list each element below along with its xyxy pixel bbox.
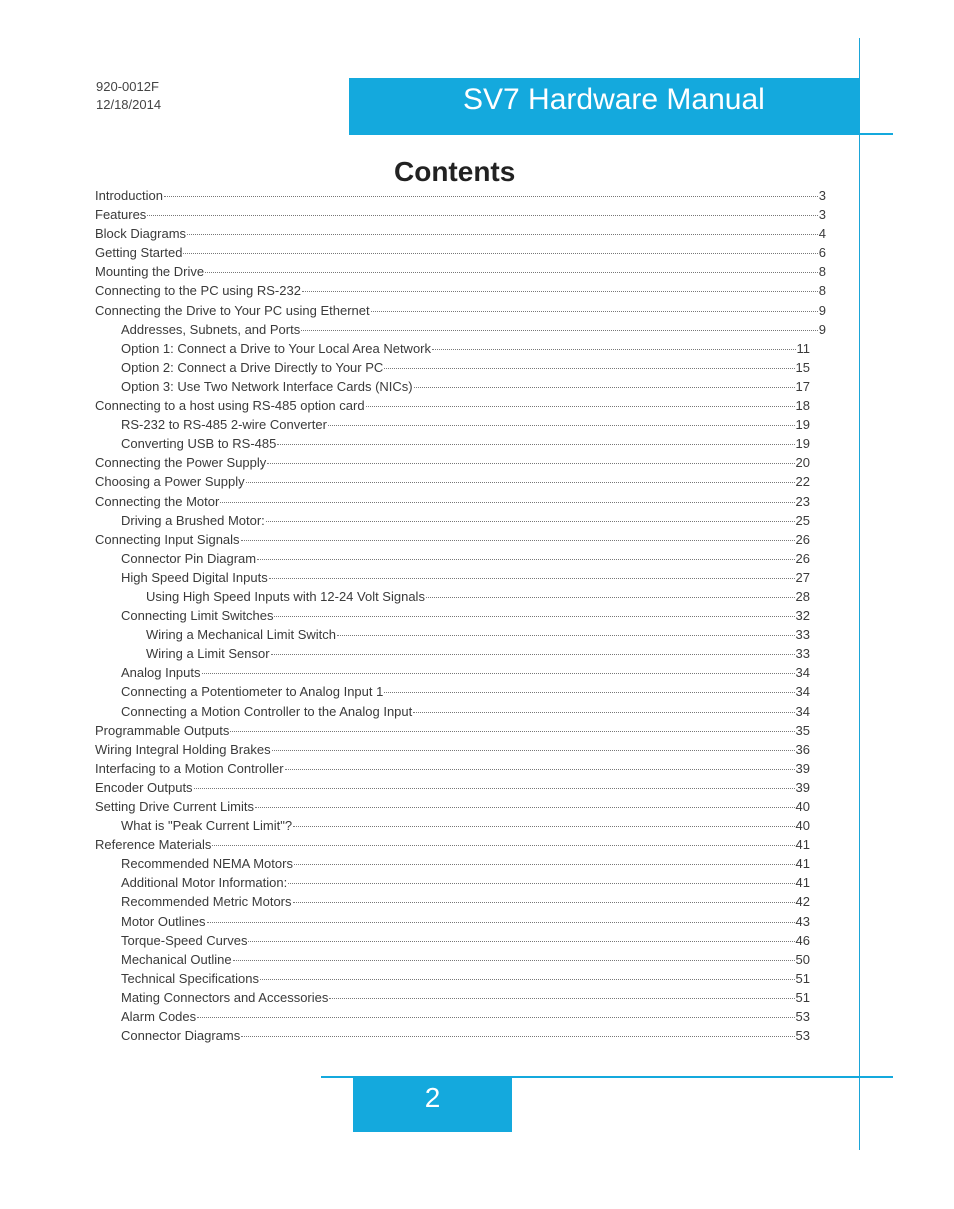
toc-dot-leader xyxy=(302,291,818,292)
document-number: 920-0012F xyxy=(96,79,159,94)
toc-entry-title: Wiring a Mechanical Limit Switch xyxy=(146,627,337,643)
toc-dot-leader xyxy=(207,922,795,923)
toc-entry[interactable] xyxy=(95,1026,810,1045)
toc-entry-page: 46 xyxy=(795,932,810,948)
toc-entry-page: 53 xyxy=(795,1028,810,1044)
toc-dot-leader xyxy=(255,807,795,808)
toc-entry-page: 33 xyxy=(795,627,810,643)
toc-entry-title: Alarm Codes xyxy=(121,1009,197,1025)
document-date: 12/18/2014 xyxy=(96,97,162,112)
toc-entry-page: 11 xyxy=(796,340,810,356)
toc-entry-title: Getting Started xyxy=(95,245,183,261)
toc-dot-leader xyxy=(202,673,795,674)
toc-dot-leader xyxy=(329,998,794,999)
toc-entry-page: 50 xyxy=(795,951,810,967)
toc-entry[interactable] xyxy=(95,377,810,396)
toc-dot-leader xyxy=(269,578,795,579)
table-of-contents xyxy=(95,186,826,1045)
toc-dot-leader xyxy=(277,444,794,445)
toc-entry-page: 36 xyxy=(795,741,810,757)
toc-entry-title: Programmable Outputs xyxy=(95,722,230,738)
toc-entry-page: 3 xyxy=(818,207,826,223)
toc-entry-page: 15 xyxy=(795,359,810,375)
toc-entry[interactable] xyxy=(95,358,810,377)
toc-dot-leader xyxy=(197,1017,794,1018)
toc-entry-title: Block Diagrams xyxy=(95,226,187,242)
toc-entry-page: 9 xyxy=(818,302,826,318)
toc-entry-page: 25 xyxy=(795,512,810,528)
manual-title: SV7 Hardware Manual xyxy=(463,83,765,116)
toc-entry-page: 41 xyxy=(795,837,810,853)
toc-dot-leader xyxy=(246,482,795,483)
toc-entry-page: 43 xyxy=(795,913,810,929)
toc-entry-title: Choosing a Power Supply xyxy=(95,474,245,490)
toc-entry[interactable] xyxy=(95,1007,810,1026)
toc-entry-title: Interfacing to a Motion Controller xyxy=(95,760,284,776)
toc-entry[interactable] xyxy=(95,625,810,644)
toc-entry-page: 51 xyxy=(795,970,810,986)
toc-dot-leader xyxy=(366,406,795,407)
toc-dot-leader xyxy=(272,750,795,751)
toc-entry-page: 6 xyxy=(818,245,826,261)
toc-entry[interactable] xyxy=(95,587,810,606)
toc-entry-title: Connecting a Motion Controller to the Analog Input xyxy=(121,703,413,719)
page-number: 2 xyxy=(424,1082,441,1113)
toc-entry[interactable] xyxy=(95,301,826,320)
toc-entry-title: Additional Motor Information: xyxy=(121,875,288,891)
toc-dot-leader xyxy=(274,616,794,617)
toc-entry[interactable] xyxy=(95,243,826,262)
toc-entry-title: Driving a Brushed Motor: xyxy=(121,512,265,528)
toc-entry-page: 19 xyxy=(795,436,810,452)
toc-entry[interactable] xyxy=(95,969,810,988)
toc-entry-page: 26 xyxy=(795,550,810,566)
toc-entry-title: Option 3: Use Two Network Interface Cards (NICs) xyxy=(121,378,413,394)
toc-dot-leader xyxy=(371,311,818,312)
toc-entry-page: 42 xyxy=(795,894,810,910)
margin-rule xyxy=(859,38,860,1150)
toc-entry[interactable] xyxy=(95,702,810,721)
toc-entry-title: Features xyxy=(95,207,147,223)
toc-dot-leader xyxy=(384,368,794,369)
toc-entry-title: Connecting the Power Supply xyxy=(95,455,267,471)
toc-entry[interactable] xyxy=(95,396,810,415)
toc-entry-page: 26 xyxy=(795,531,810,547)
toc-dot-leader xyxy=(293,826,794,827)
toc-dot-leader xyxy=(241,540,795,541)
toc-entry[interactable] xyxy=(95,511,810,530)
toc-entry[interactable] xyxy=(95,892,810,911)
toc-entry-title: Mounting the Drive xyxy=(95,264,205,280)
toc-entry-page: 19 xyxy=(795,417,810,433)
toc-dot-leader xyxy=(241,1036,794,1037)
toc-entry-title: Connecting a Potentiometer to Analog Input 1 xyxy=(121,684,384,700)
toc-dot-leader xyxy=(301,330,818,331)
toc-entry[interactable] xyxy=(95,186,826,205)
toc-entry-page: 35 xyxy=(795,722,810,738)
toc-entry-page: 34 xyxy=(795,703,810,719)
toc-entry[interactable] xyxy=(95,988,810,1007)
toc-dot-leader xyxy=(413,712,794,713)
toc-entry[interactable] xyxy=(95,530,810,549)
toc-entry-title: Motor Outlines xyxy=(121,913,206,929)
toc-dot-leader xyxy=(248,941,794,942)
toc-entry-page: 41 xyxy=(795,856,810,872)
toc-entry-title: Using High Speed Inputs with 12-24 Volt Signals xyxy=(146,588,425,604)
toc-entry-title: Connecting the Drive to Your PC using Ethernet xyxy=(95,302,370,318)
toc-dot-leader xyxy=(164,196,818,197)
toc-entry[interactable] xyxy=(95,912,810,931)
toc-entry[interactable] xyxy=(95,492,810,511)
toc-entry-title: Option 2: Connect a Drive Directly to Your PC xyxy=(121,359,384,375)
toc-entry[interactable] xyxy=(95,453,810,472)
toc-entry-page: 39 xyxy=(795,779,810,795)
toc-entry-page: 34 xyxy=(795,684,810,700)
toc-dot-leader xyxy=(266,521,795,522)
toc-entry[interactable] xyxy=(95,644,810,663)
toc-entry-title: Encoder Outputs xyxy=(95,779,193,795)
toc-entry-title: Connecting to a host using RS-485 option card xyxy=(95,398,365,414)
toc-dot-leader xyxy=(183,253,817,254)
toc-entry-page: 41 xyxy=(795,875,810,891)
toc-entry[interactable] xyxy=(95,320,826,339)
toc-entry-page: 8 xyxy=(818,264,826,280)
toc-entry[interactable] xyxy=(95,281,826,300)
toc-entry-page: 9 xyxy=(818,321,826,337)
toc-entry[interactable] xyxy=(95,568,810,587)
toc-entry-page: 40 xyxy=(795,818,810,834)
toc-entry-title: Recommended Metric Motors xyxy=(121,894,292,910)
contents-heading: Contents xyxy=(394,156,516,187)
toc-entry-title: Converting USB to RS-485 xyxy=(121,436,277,452)
toc-entry-page: 20 xyxy=(795,455,810,471)
toc-entry-title: Mechanical Outline xyxy=(121,951,232,967)
toc-entry[interactable] xyxy=(95,339,810,358)
toc-dot-leader xyxy=(194,788,795,789)
toc-dot-leader xyxy=(205,272,818,273)
toc-entry[interactable] xyxy=(95,472,810,491)
toc-entry-page: 39 xyxy=(795,760,810,776)
toc-entry[interactable] xyxy=(95,721,810,740)
toc-entry-title: RS-232 to RS-485 2-wire Converter xyxy=(121,417,327,433)
toc-dot-leader xyxy=(384,692,794,693)
toc-dot-leader xyxy=(432,349,795,350)
toc-entry-page: 28 xyxy=(795,588,810,604)
toc-dot-leader xyxy=(257,559,794,560)
toc-entry[interactable] xyxy=(95,873,810,892)
toc-entry-page: 27 xyxy=(795,569,810,585)
toc-entry-title: Connecting Input Signals xyxy=(95,531,240,547)
toc-entry[interactable] xyxy=(95,415,810,434)
toc-dot-leader xyxy=(230,731,794,732)
toc-entry-page: 3 xyxy=(818,188,826,203)
toc-entry-title: Wiring Integral Holding Brakes xyxy=(95,741,271,757)
toc-entry-title: Wiring a Limit Sensor xyxy=(146,646,270,662)
toc-dot-leader xyxy=(294,864,795,865)
toc-entry-title: Analog Inputs xyxy=(121,665,201,681)
toc-entry-title: What is "Peak Current Limit"? xyxy=(121,818,293,834)
toc-dot-leader xyxy=(260,979,795,980)
toc-entry[interactable] xyxy=(95,606,810,625)
toc-entry[interactable] xyxy=(95,835,810,854)
toc-entry[interactable] xyxy=(95,205,826,224)
toc-entry-title: Technical Specifications xyxy=(121,970,260,986)
toc-dot-leader xyxy=(212,845,794,846)
toc-entry-title: Connector Diagrams xyxy=(121,1028,241,1044)
toc-dot-leader xyxy=(187,234,818,235)
toc-dot-leader xyxy=(233,960,795,961)
toc-entry-title: Reference Materials xyxy=(95,837,212,853)
toc-entry-title: Option 1: Connect a Drive to Your Local Area Network xyxy=(121,340,432,356)
toc-dot-leader xyxy=(328,425,795,426)
toc-entry[interactable] xyxy=(95,854,810,873)
toc-entry[interactable] xyxy=(95,759,810,778)
toc-entry[interactable] xyxy=(95,778,810,797)
toc-entry[interactable] xyxy=(95,262,826,281)
toc-entry-page: 17 xyxy=(795,378,810,394)
toc-entry-title: Setting Drive Current Limits xyxy=(95,799,254,814)
toc-entry-title: Connector Pin Diagram xyxy=(121,550,257,566)
toc-dot-leader xyxy=(285,769,795,770)
toc-entry[interactable] xyxy=(95,224,826,243)
toc-dot-leader xyxy=(267,463,794,464)
toc-dot-leader xyxy=(288,883,794,884)
toc-entry-title: Connecting the Motor xyxy=(95,493,220,509)
toc-entry[interactable] xyxy=(95,931,810,950)
toc-entry-title: Addresses, Subnets, and Ports xyxy=(121,321,301,337)
toc-entry-page: 22 xyxy=(795,474,810,490)
toc-dot-leader xyxy=(293,902,795,903)
toc-entry[interactable] xyxy=(95,663,810,682)
document-info xyxy=(96,78,161,114)
toc-entry-title: High Speed Digital Inputs xyxy=(121,569,268,585)
toc-entry-title: Connecting to the PC using RS-232 xyxy=(95,283,301,299)
toc-entry-page: 34 xyxy=(795,665,810,681)
toc-entry[interactable] xyxy=(95,797,810,816)
toc-entry-title: Introduction xyxy=(95,188,163,203)
toc-entry-page: 8 xyxy=(818,283,826,299)
toc-entry[interactable] xyxy=(95,950,810,969)
toc-entry[interactable] xyxy=(95,740,810,759)
toc-entry-page: 18 xyxy=(795,398,810,414)
toc-entry[interactable] xyxy=(95,816,810,835)
toc-entry[interactable] xyxy=(95,434,810,453)
toc-dot-leader xyxy=(426,597,795,598)
toc-entry-page: 40 xyxy=(795,799,810,814)
toc-entry-page: 51 xyxy=(795,989,810,1005)
toc-dot-leader xyxy=(414,387,795,388)
toc-dot-leader xyxy=(271,654,795,655)
toc-entry-title: Connecting Limit Switches xyxy=(121,608,274,624)
header-rule xyxy=(349,133,893,135)
toc-entry-title: Mating Connectors and Accessories xyxy=(121,989,329,1005)
toc-entry-page: 4 xyxy=(818,226,826,242)
toc-entry-page: 32 xyxy=(795,608,810,624)
toc-entry[interactable] xyxy=(95,549,810,568)
toc-entry-title: Recommended NEMA Motors xyxy=(121,856,293,872)
toc-dot-leader xyxy=(337,635,795,636)
toc-entry-page: 23 xyxy=(795,493,810,509)
toc-entry-page: 33 xyxy=(795,646,810,662)
toc-dot-leader xyxy=(147,215,817,216)
toc-entry[interactable] xyxy=(95,682,810,701)
toc-entry-title: Torque-Speed Curves xyxy=(121,932,248,948)
toc-entry-page: 53 xyxy=(795,1009,810,1025)
toc-dot-leader xyxy=(220,502,794,503)
